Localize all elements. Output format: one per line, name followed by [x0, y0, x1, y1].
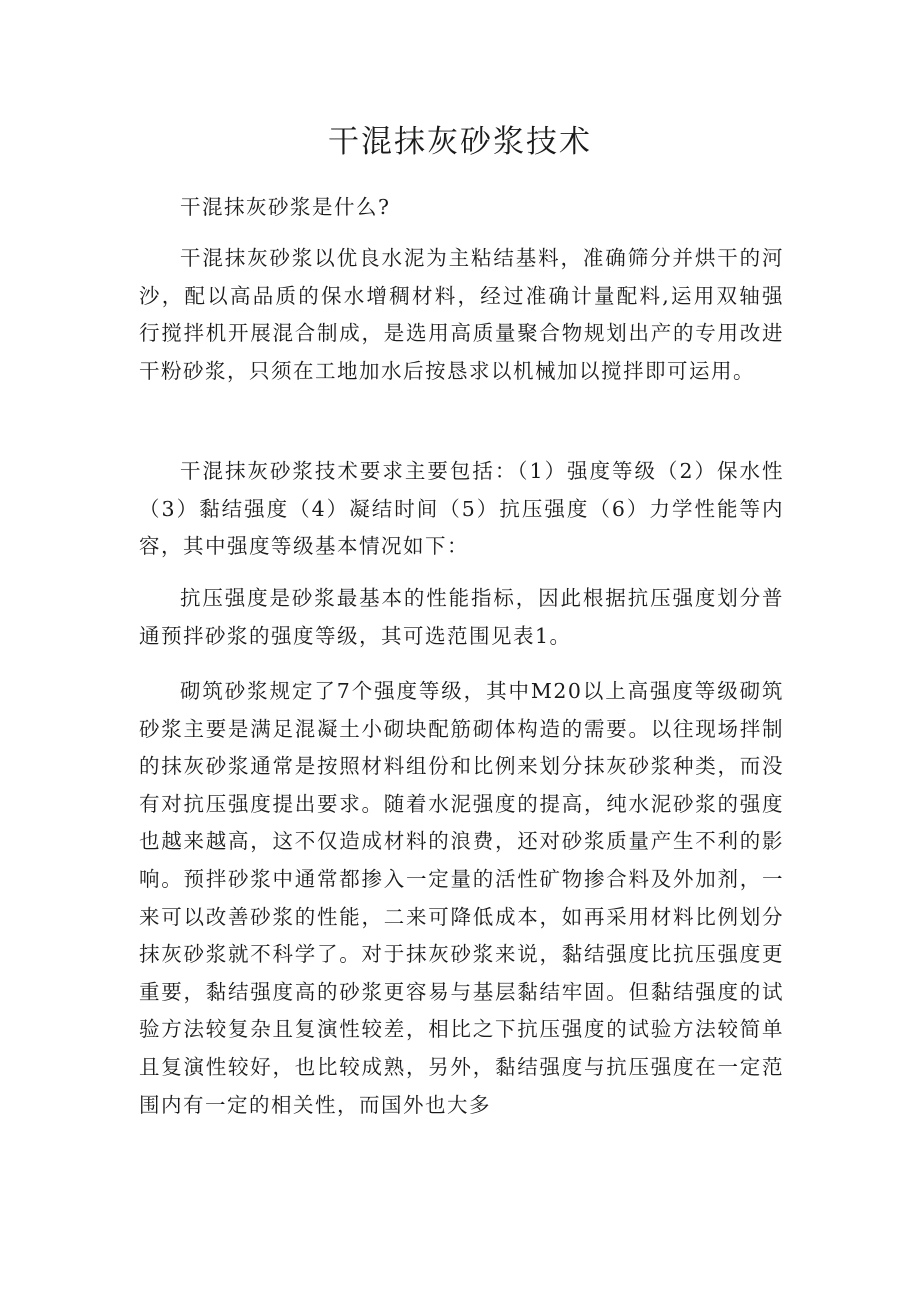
paragraph-compressive-strength: 抗压强度是砂浆最基本的性能指标，因此根据抗压强度划分普通预拌砂浆的强度等级，其可选范围见表1。 — [139, 586, 784, 648]
document-title: 干混抹灰砂浆技术 — [328, 124, 592, 160]
paragraph-requirements: 干混抹灰砂浆技术要求主要包括：（1）强度等级（2）保水性（3）黏结强度（4）凝结时间（5）抗压强度（6）力学性能等内容，其中强度等级基本情况如下： — [139, 459, 784, 559]
paragraph-question: 干混抹灰砂浆是什么? — [180, 195, 391, 219]
paragraph-definition: 干混抹灰砂浆以优良水泥为主粘结基料，准确筛分并烘干的河沙，配以高品质的保水增稠材料，经过准确计量配料,运用双轴强行搅拌机开展混合制成，是选用高质量聚合物规划出产的专用改进干粉砂浆，只须在工地加水后按恳求以机械加以搅拌即可运用。 — [139, 246, 784, 383]
paragraph-strength-grades: 砌筑砂浆规定了7个强度等级，其中M20以上高强度等级砌筑砂浆主要是满足混凝土小砌块配筋砌体构造的需要。以往现场拌制的抹灰砂浆通常是按照材料组份和比例来划分抹灰砂浆种类，而没有对抗压强度提出要求。随着水泥强度的提高，纯水泥砂浆的强度也越来越高，这不仅造成材料的浪费，还对砂浆质量产生不利的影响。预拌砂浆中通常都掺入一定量的活性矿物掺合料及外加剂，一来可以改善砂浆的性能，二来可降低成本，如再采用材料比例划分抹灰砂浆就不科学了。对于抹灰砂浆来说，黏结强度比抗压强度更重要，黏结强度高的砂浆更容易与基层黏结牢固。但黏结强度的试验方法较复杂且复演性较差，相比之下抗压强度的试验方法较简单且复演性较好，也比较成熟，另外，黏结强度与抗压强度在一定范围内有一定的相关性，而国外也大多 — [139, 679, 784, 1117]
